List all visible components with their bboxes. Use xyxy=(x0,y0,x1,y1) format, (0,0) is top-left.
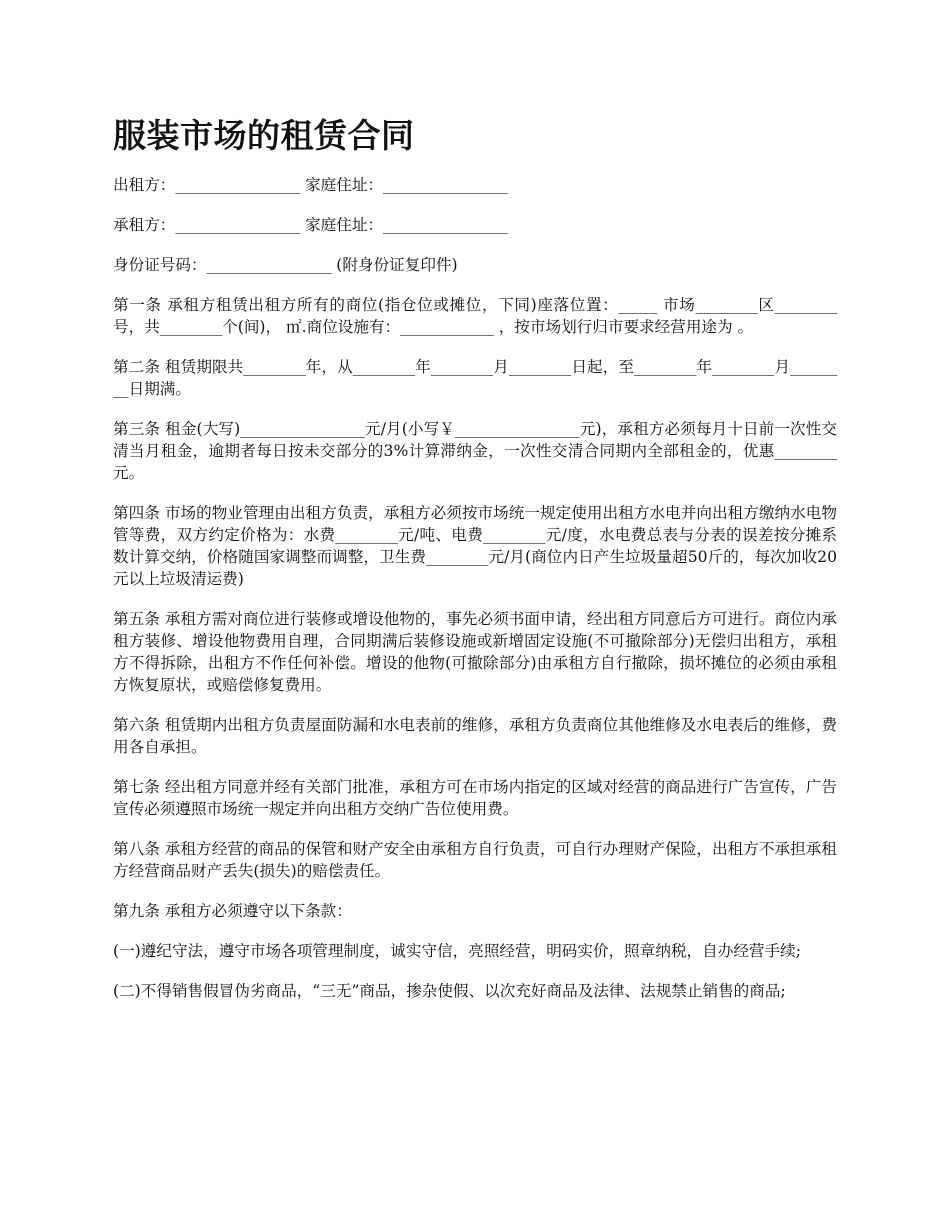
article-8: 第八条 承租方经营的商品的保管和财产安全由承租方自行负责，可自行办理财产保险，出租方不承担承租方经营商品财产丢失(损失)的赔偿责任。 xyxy=(113,840,837,880)
party-lessee-line: 承租方：________________ 家庭住址：________________ xyxy=(113,216,508,234)
article-9-clause-2: (二)不得销售假冒伪劣商品，“三无”商品，掺杂使假、以次充好商品及法律、法规禁止销售的商品; xyxy=(113,982,786,1000)
article-7: 第七条 经出租方同意并经有关部门批准，承租方可在市场内指定的区域对经营的商品进行广告宣传，广告宣传必须遵照市场统一规定并向出租方交纳广告位使用费。 xyxy=(113,778,837,818)
article-9: 第九条 承租方必须遵守以下条款： xyxy=(113,902,352,920)
document-page xyxy=(113,112,837,1020)
article-3: 第三条 租金(大写)________________元/月(小写￥________________元)，承租方必须每月十日前一次性交清当月租金，逾期者每日按未交部分的3%计算滞纳金，一次性交清合同期内全部租金的，优惠________元。 xyxy=(113,420,837,482)
article-6: 第六条 租赁期内出租方负责屋面防漏和水电表前的维修，承租方负责商位其他维修及水电表后的维修，费用各自承担。 xyxy=(113,716,837,756)
party-lessor-line: 出租方：________________ 家庭住址：________________ xyxy=(113,176,508,194)
article-5: 第五条 承租方需对商位进行装修或增设他物的，事先必须书面申请，经出租方同意后方可进行。商位内承租方装修、增设他物费用自理，合同期满后装修设施或新增固定设施(不可撤除部分)无偿归出租方，承租方不得拆除，出租方不作任何补偿。增设的他物(可撤除部分)由承租方自行撤除，损坏摊位的必须由承租方恢复原状，或赔偿修复费用。 xyxy=(113,610,837,694)
article-1: 第一条 承租方租赁出租方所有的商位(指仓位或摊位，下同)座落位置：_____ 市场________区________号，共________个(间)， ㎡.商位设施有：____________ ，按市场划行归市要求经营用途为 。 xyxy=(113,296,837,336)
id-number-line: 身份证号码：________________ (附身份证复印件) xyxy=(113,256,458,274)
document-title: 服装市场的租赁合同 xyxy=(113,116,415,155)
article-4: 第四条 市场的物业管理由出租方负责，承租方必须按市场统一规定使用出租方水电并向出租方缴纳水电物管等费，双方约定价格为：水费________元/吨、电费________元/度，水电费总表与分表的误差按分摊系数计算交纳，价格随国家调整而调整，卫生费________元/月(商位内日产生垃圾量超50斤的，每次加收20元以上垃圾清运费) xyxy=(113,504,837,588)
article-2: 第二条 租赁期限共________年，从________年________月________日起，至________年________月________日期满。 xyxy=(113,358,837,398)
article-9-clause-1: (一)遵纪守法，遵守市场各项管理制度，诚实守信，亮照经营，明码实价，照章纳税，自办经营手续; xyxy=(113,942,801,960)
